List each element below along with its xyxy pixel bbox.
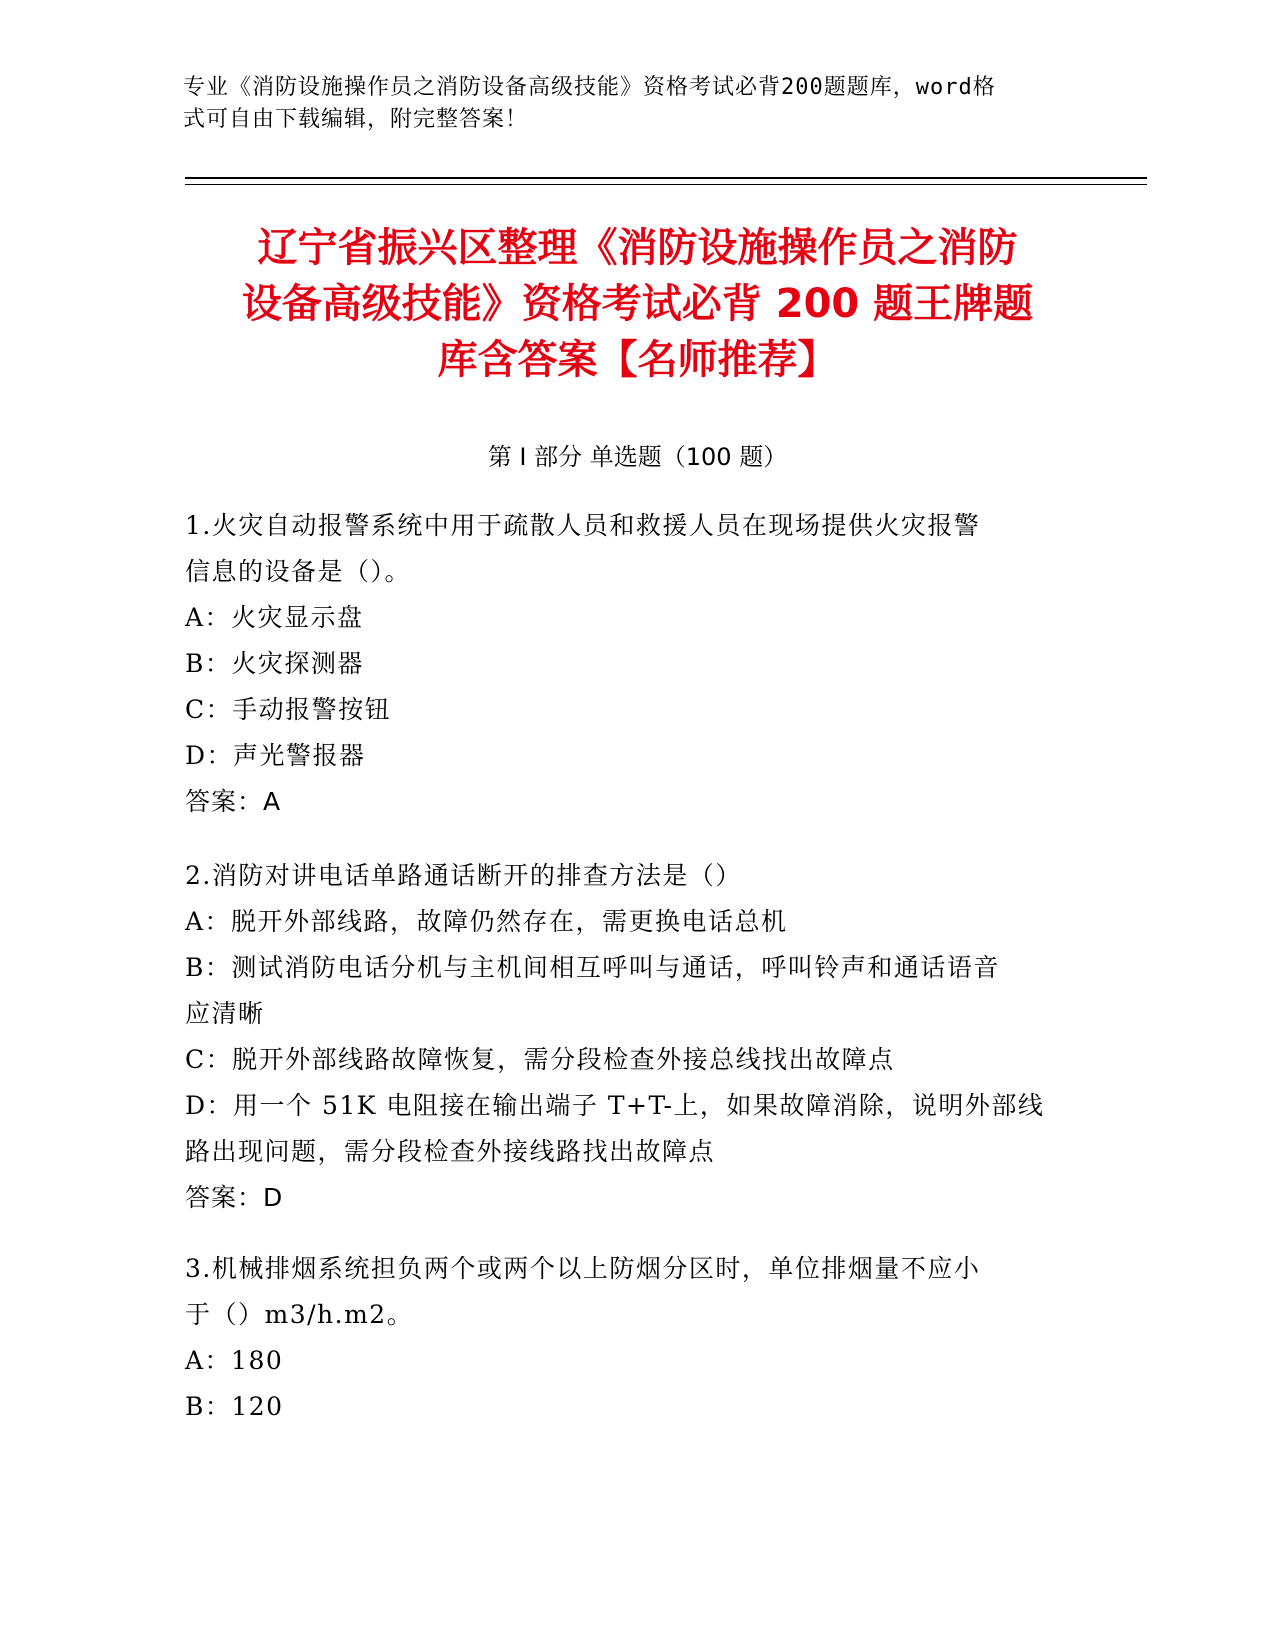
option-a: A：180: [185, 1346, 284, 1375]
question-stem: 信息的设备是（）。: [185, 557, 412, 586]
option-d: D：声光警报器: [185, 741, 366, 770]
option-b: B：火灾探测器: [185, 649, 364, 678]
document-title: [180, 220, 1095, 388]
title-line: 设备高级技能》资格考试必背 200 题王牌题: [241, 281, 1034, 327]
header-note-line: 专业《消防设施操作员之消防设备高级技能》资格考试必背200题题库，word格: [183, 75, 996, 100]
option-a: A：火灾显示盘: [185, 603, 364, 632]
option-d: D：用一个 51K 电阻接在输出端子 T+T-上，如果故障消除，说明外部线: [185, 1091, 1045, 1120]
option-b-cont: 应清晰: [185, 999, 265, 1028]
question-block-1: [185, 503, 1075, 825]
option-b: B：测试消防电话分机与主机间相互呼叫与通话，呼叫铃声和通话语音: [185, 953, 1000, 982]
question-block-3: [185, 1246, 1075, 1430]
option-c: C：手动报警按钮: [185, 695, 392, 724]
option-b: B：120: [185, 1392, 284, 1421]
title-line: 库含答案【名师推荐】: [437, 337, 838, 383]
question-stem: 2.消防对讲电话单路通话断开的排查方法是（）: [185, 861, 742, 890]
option-d-cont: 路出现问题，需分段检查外接线路找出故障点: [185, 1137, 716, 1166]
answer: 答案：D: [185, 1183, 284, 1212]
answer: 答案：A: [185, 787, 282, 816]
title-line: 辽宁省振兴区整理《消防设施操作员之消防: [257, 225, 1018, 271]
header-divider-thin: [185, 184, 1147, 185]
header-note-line: 式可自由下载编辑，附完整答案！: [183, 107, 529, 132]
header-note: [183, 72, 1063, 136]
question-stem: 于（）m3/h.m2。: [185, 1300, 414, 1329]
section-heading: 第 I 部分 单选题（100 题）: [487, 443, 788, 471]
header-divider-thick: [185, 177, 1147, 179]
option-a: A：脱开外部线路，故障仍然存在，需更换电话总机: [185, 907, 788, 936]
option-c: C：脱开外部线路故障恢复，需分段检查外接总线找出故障点: [185, 1045, 895, 1074]
question-block-2: [185, 853, 1075, 1221]
question-stem: 1.火灾自动报警系统中用于疏散人员和救援人员在现场提供火灾报警: [185, 511, 981, 540]
question-stem: 3.机械排烟系统担负两个或两个以上防烟分区时，单位排烟量不应小: [185, 1254, 981, 1283]
